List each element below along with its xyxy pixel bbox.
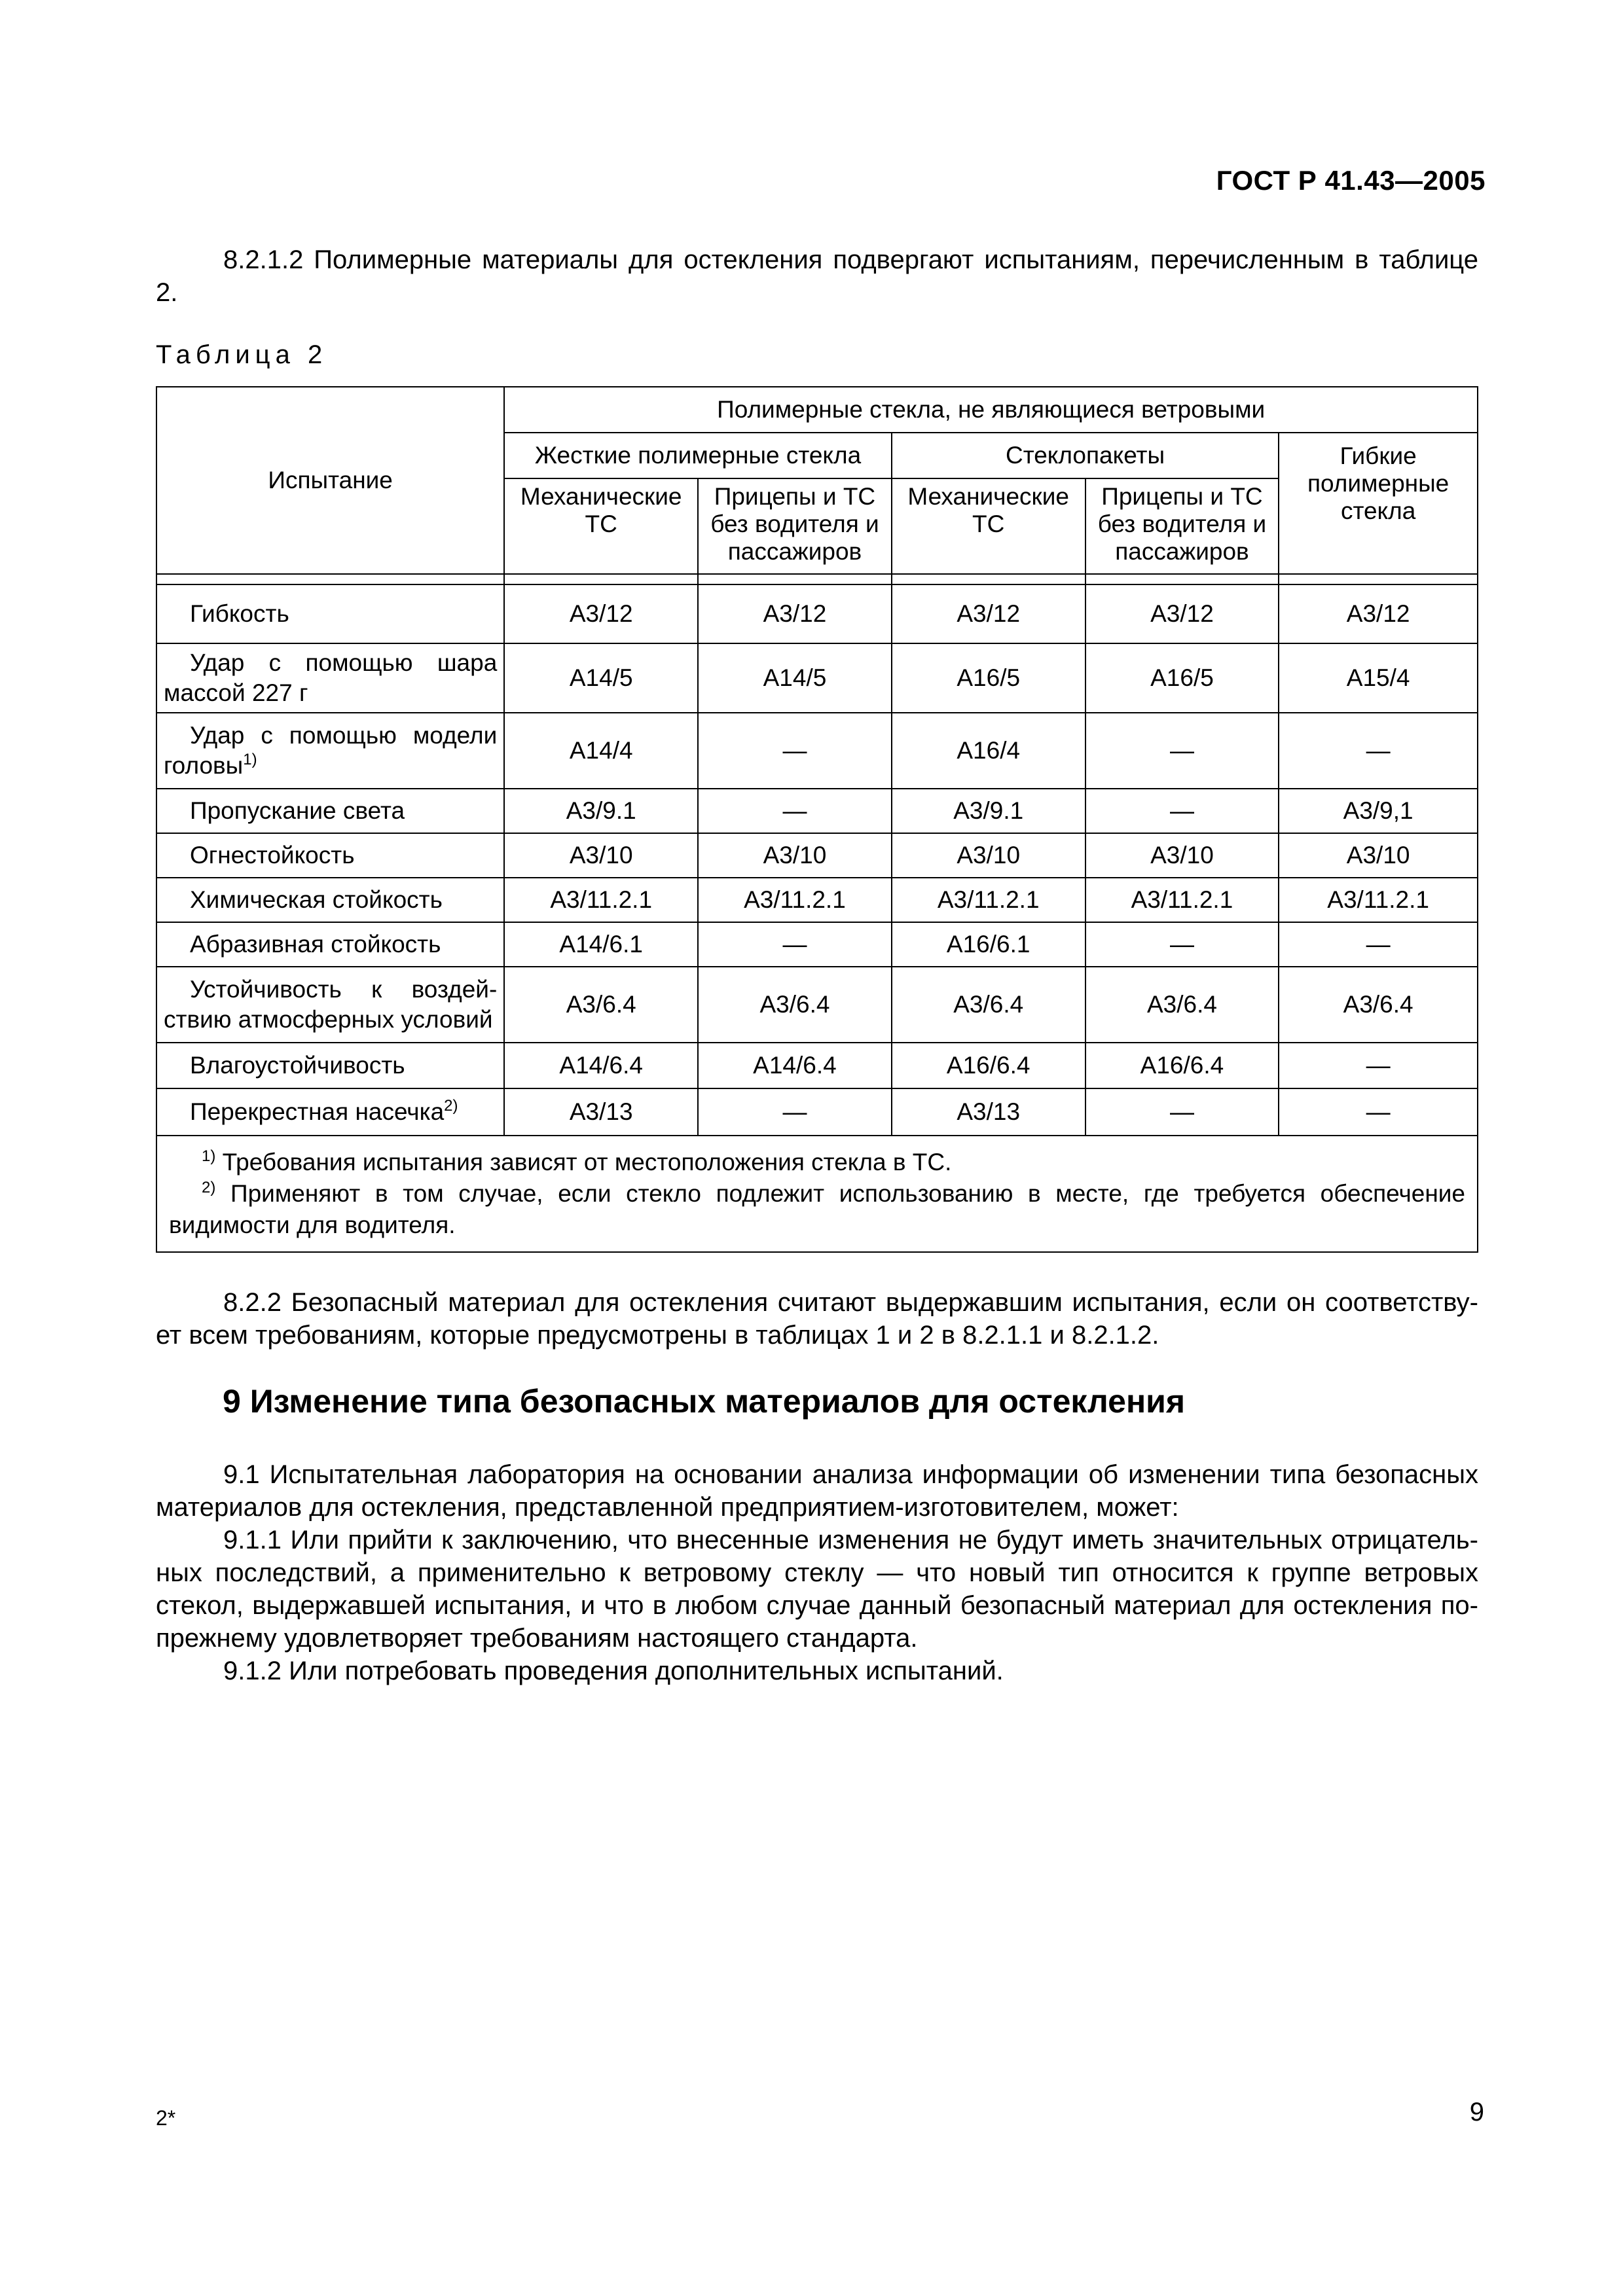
table-row [156,713,1478,789]
cell: A15/4 [1279,643,1478,713]
paragraph-8-2-1-2: 8.2.1.2 Полимерные материалы для остекления подвергают испытаниям, перечисленным в таблице 2. [156,245,1478,307]
row-name: Абразивная стойкость [156,922,504,967]
cell: A3/11.2.1 [892,878,1085,922]
paragraph-9-1-2: 9.1.2 Или потребовать проведения дополнительных испытаний. [223,1657,1004,1685]
row-name: Гибкость [156,584,504,643]
cell: — [1279,922,1478,967]
cell: A3/11.2.1 [1279,878,1478,922]
row-name: Перекрестная насечка$^{2)}$ [156,1088,504,1136]
cell: A16/5 [892,643,1085,713]
row-name: Удар с помощью модели головы$^{1)}$ [156,713,504,789]
header-group: Полимерные стекла, не являющиеся ветровыми [504,387,1478,433]
table-row [156,833,1478,878]
cell: A3/12 [1085,584,1279,643]
table-row [156,789,1478,833]
table-row [156,967,1478,1043]
cell: A3/10 [504,833,698,878]
table-row [156,584,1478,643]
cell: A14/6.1 [504,922,698,967]
table-footnotes [156,1136,1478,1252]
table-row [156,922,1478,967]
cell: A3/10 [892,833,1085,878]
table-row [156,1088,1478,1136]
cell: A3/6.4 [504,967,698,1043]
cell: A3/10 [698,833,892,878]
cell: A3/9.1 [892,789,1085,833]
cell: A16/6.4 [892,1043,1085,1088]
header-trailers-1: Прицепы и ТС без водителя и пассажиров [698,478,892,574]
cell: — [1085,713,1279,789]
cell: A3/12 [698,584,892,643]
cell: A3/9,1 [1279,789,1478,833]
header-test: Испытание [156,387,504,574]
cell: A14/5 [698,643,892,713]
document-code: ГОСТ Р 41.43—2005 [1216,165,1486,196]
cell: A14/6.4 [698,1043,892,1088]
cell: A3/11.2.1 [1085,878,1279,922]
section-9-body [156,1458,1478,1687]
cell: A14/6.4 [504,1043,698,1088]
table-row [156,878,1478,922]
cell: A16/4 [892,713,1085,789]
paragraph-9-1-1: 9.1.1 Или прийти к заключению, что внесенные изменения не будут иметь значительных отрицатель-ных последствий, а применительно к ветровому стеклу — что новый тип относится к группе ветровых стекол, выдержавшей испытания, и что в любом случае данный безопасный материал для остекления по-прежнему удовлетворяет требованиям настоящего стандарта. [156,1526,1478,1653]
cell: — [698,713,892,789]
cell: A3/6.4 [698,967,892,1043]
cell: — [698,922,892,967]
table-row [156,643,1478,713]
header-mech-2: Механические ТС [892,478,1085,574]
cell: A3/12 [1279,584,1478,643]
cell: A16/6.1 [892,922,1085,967]
section-9-title: 9 Изменение типа безопасных материалов для остекления [223,1383,1186,1420]
cell: A3/11.2.1 [504,878,698,922]
cell: A3/9.1 [504,789,698,833]
cell: — [1279,713,1478,789]
cell: A3/13 [504,1088,698,1136]
row-name: Устойчивость к воздей-ствию атмосферных условий [156,967,504,1043]
cell: — [1085,1088,1279,1136]
cell: A14/4 [504,713,698,789]
header-trailers-2: Прицепы и ТС без водителя и пассажиров [1085,478,1279,574]
cell: A3/6.4 [892,967,1085,1043]
cell: A16/6.4 [1085,1043,1279,1088]
table-2 [156,386,1478,1253]
cell: — [1085,922,1279,967]
cell: A3/11.2.1 [698,878,892,922]
row-name: Огнестойкость [156,833,504,878]
row-name: Химическая стойкость [156,878,504,922]
cell: A3/6.4 [1085,967,1279,1043]
cell: — [1279,1088,1478,1136]
row-name: Пропускание света [156,789,504,833]
cell: A16/5 [1085,643,1279,713]
row-name: Влагоустойчивость [156,1043,504,1088]
cell: A3/12 [504,584,698,643]
cell: — [1279,1043,1478,1088]
table-caption: Таблица 2 [156,340,328,369]
header-mech-1: Механические ТС [504,478,698,574]
cell: — [698,789,892,833]
cell: A3/10 [1085,833,1279,878]
cell: A14/5 [504,643,698,713]
row-name: Удар с помощью шара массой 227 г [156,643,504,713]
cell: A3/6.4 [1279,967,1478,1043]
footnote-1: $^{1)}$ Требования испытания зависят от местоположения стекла в ТС. [202,1147,952,1175]
cell: A3/12 [892,584,1085,643]
header-flexible: Гибкие полимерные стекла [1279,433,1478,574]
cell: — [698,1088,892,1136]
signature-mark: 2* [156,2106,176,2130]
page-number: 9 [1469,2098,1484,2126]
paragraph-9-1: 9.1 Испытательная лаборатория на основании анализа информации об изменении типа безопасных материалов для остекления, представленной предприятием-изготовителем, может: [156,1460,1478,1522]
paragraph-8-2-2: 8.2.2 Безопасный материал для остекления считают выдержавшим испытания, если он соответству-ет всем требованиям, которые предусмотрены в таблицах 1 и 2 в 8.2.1.1 и 8.2.1.2. [156,1288,1478,1350]
cell: A3/13 [892,1088,1085,1136]
header-rigid: Жесткие полимерные стекла [504,433,892,478]
cell: A3/10 [1279,833,1478,878]
header-glazing-units: Стеклопакеты [892,433,1279,478]
table-row [156,1043,1478,1088]
footnote-2: $^{2)}$ Применяют в том случае, если стекло подлежит использованию в месте, где требуется обеспечение видимости для водителя. [169,1179,1466,1238]
cell: — [1085,789,1279,833]
